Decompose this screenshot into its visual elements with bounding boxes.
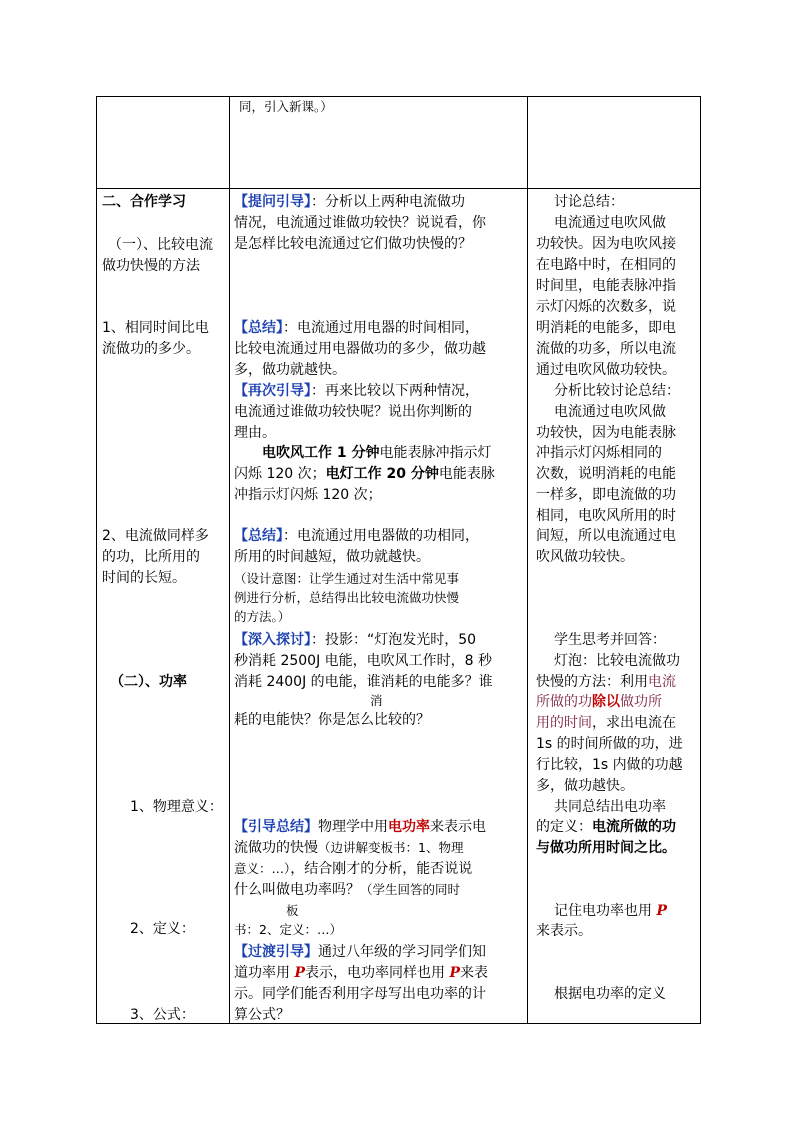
right-text-line: 共同总结出电功率 [554, 799, 666, 815]
right-text-line: 明消耗的电能多，即电 [536, 320, 676, 336]
right-text-line: 电流通过电吹风做 [554, 215, 666, 231]
right-text-line: 所做的功除以做功所 [536, 694, 662, 710]
question-prompt-line1: 【提问引导】：分析以上两种电流做功 [234, 194, 465, 210]
reguide-line1: 【再次引导】：再来比较以下两种情况， [234, 383, 479, 399]
deep-discussion-line1: 【深入探讨】：投影：“灯泡发光时，50 [234, 632, 477, 648]
right-text-line: 一样多，即电流做的功 [536, 487, 676, 503]
guide-summary-line1: 【引导总结】物理学中用电功率来表示电 [234, 819, 486, 835]
right-text-line: 通过电吹风做功较快。 [536, 362, 676, 378]
summary1-tag: 【总结】 [234, 320, 283, 336]
right-text-line: 灯泡：比较电流做功 [554, 653, 680, 669]
transition-line1: 【过渡引导】通过八年级的学习同学们知 [234, 944, 486, 960]
row-divider [97, 188, 700, 189]
right-text-line: 示灯闪烁的次数多，说 [536, 299, 676, 315]
design-intent-line2: 例进行分析，总结得出比较电流做功快慢 [234, 590, 460, 605]
right-symbol-line1: 记住电功率也用 P [554, 903, 667, 919]
method2-line2: 的功，比所用的 [102, 549, 200, 565]
example-line1: 电吹风工作 1 分钟电能表脉冲指示灯 [262, 445, 492, 461]
deep-discussion-line4: 消 [370, 693, 383, 708]
question-prompt-line2: 情况，电流通过谁做功较快？说说看，你 [234, 215, 486, 231]
right-definition-line2: 与做功所用时间之比。 [536, 840, 676, 856]
question-prompt-tag: 【提问引导】 [234, 194, 311, 210]
right-text-line: 行比较，1s 内做的功越 [536, 757, 683, 773]
item-formula: 3、公式： [130, 1007, 195, 1023]
guide-summary-line2: 流做功的快慢（边讲解变板书：1、物理 [234, 840, 464, 856]
column-divider-2 [527, 97, 528, 1023]
guide-summary-line4: 什么叫做电功率吗？（学生回答的同时 [234, 882, 461, 898]
column-divider-1 [229, 97, 230, 1023]
right-discussion-title: 讨论总结： [554, 194, 624, 210]
summary2-tag: 【总结】 [234, 528, 283, 544]
summary2-line1: 【总结】：电流通过用电器做的功相同， [234, 528, 479, 544]
right-student-answer-title: 学生思考并回答： [554, 632, 666, 648]
summary1-line1: 【总结】：电流通过用电器的时间相同， [234, 320, 479, 336]
design-intent-line3: 的方法。） [234, 609, 291, 624]
summary1-line2: 比较电流通过用电器做功的多少，做功越 [234, 341, 486, 357]
guide-summary-tag: 【引导总结】 [234, 819, 318, 835]
transition-line3: 示。同学们能否利用字母写出电功率的计 [234, 986, 486, 1002]
transition-line2: 道功率用 P表示，电功率同样也用 P来表 [234, 965, 488, 981]
right-text-line: 电流通过电吹风做 [554, 404, 666, 420]
section-cooperative-learning: 二、合作学习 [102, 194, 186, 210]
right-text-line: 用的时间，求出电流在 [536, 715, 676, 731]
right-formula-line: 根据电功率的定义 [554, 986, 666, 1002]
example-line2: 闪烁 120 次；电灯工作 20 分钟电能表脉 [234, 466, 495, 482]
right-text-line: 功较快。因为电吹风接 [536, 236, 676, 252]
method2-line1: 2、电流做同样多 [102, 528, 209, 544]
summary1-line3: 多，做功就越快。 [234, 362, 346, 378]
right-analysis-title: 分析比较讨论总结： [554, 383, 680, 399]
right-definition-line1: 的定义：电流所做的功 [536, 819, 676, 835]
right-text-line: 次数，说明消耗的电能 [536, 466, 676, 482]
method2-line3: 时间的长短。 [102, 570, 186, 586]
subsection-compare-line1: （一）、比较电流 [108, 237, 213, 253]
reguide-line3: 理由。 [234, 425, 276, 441]
item-physical-meaning: 1、物理意义： [130, 799, 223, 815]
right-text-line: 时间里，电能表脉冲指 [536, 278, 676, 294]
transition-tag: 【过渡引导】 [234, 944, 318, 960]
top-row-text: 同，引入新课。） [239, 99, 333, 114]
right-text-line: 在电路中时，在相同的 [536, 257, 676, 273]
subsection-compare-line2: 做功快慢的方法 [102, 258, 200, 274]
right-text-line: 相同，电吹风所用的时 [536, 508, 676, 524]
example-line3: 冲指示灯闪烁 120 次； [234, 487, 382, 503]
deep-discussion-line3: 消耗 2400J 的电能，谁消耗的电能多？谁 [234, 674, 493, 690]
method1-line1: 1、相同时间比电 [102, 320, 209, 336]
design-intent-line1: （设计意图：让学生通过对生活中常见事 [234, 571, 460, 586]
deep-discussion-line5: 耗的电能快？你是怎么比较的？ [234, 712, 430, 728]
right-text-line: 功较快，因为电能表脉 [536, 425, 676, 441]
guide-summary-line6: 书：2、定义：…） [234, 922, 342, 937]
reguide-tag: 【再次引导】 [234, 383, 311, 399]
right-symbol-line2: 来表示。 [536, 923, 592, 939]
right-text-line: 多，做功越快。 [536, 778, 634, 794]
guide-summary-line3: 意义：…），结合刚才的分析，能否说说 [234, 861, 473, 877]
deep-discussion-tag: 【深入探讨】 [234, 632, 311, 648]
question-prompt-line3: 是怎样比较电流通过它们做功快慢的？ [234, 236, 472, 252]
right-text-line: 冲指示灯闪烁相同的 [536, 445, 662, 461]
right-text-line: 间短，所以电流通过电 [536, 528, 676, 544]
right-text-line: 快慢的方法：利用电流 [536, 674, 676, 690]
guide-summary-line5: 板 [286, 903, 299, 918]
deep-discussion-line2: 秒消耗 2500J 电能，电吹风工作时，8 秒 [234, 653, 493, 669]
subsection-power: （二）、功率 [110, 674, 187, 690]
item-definition: 2、定义： [130, 921, 195, 937]
transition-line4: 算公式？ [234, 1007, 290, 1023]
reguide-line2: 电流通过谁做功较快呢？说出你判断的 [234, 404, 472, 420]
right-text-line: 1s 的时间所做的功，进 [536, 736, 683, 752]
right-text-line: 吹风做功较快。 [536, 549, 634, 565]
right-text-line: 流做的功多，所以电流 [536, 341, 676, 357]
summary2-line2: 所用的时间越短，做功就越快。 [234, 549, 430, 565]
method1-line2: 流做功的多少。 [102, 341, 200, 357]
